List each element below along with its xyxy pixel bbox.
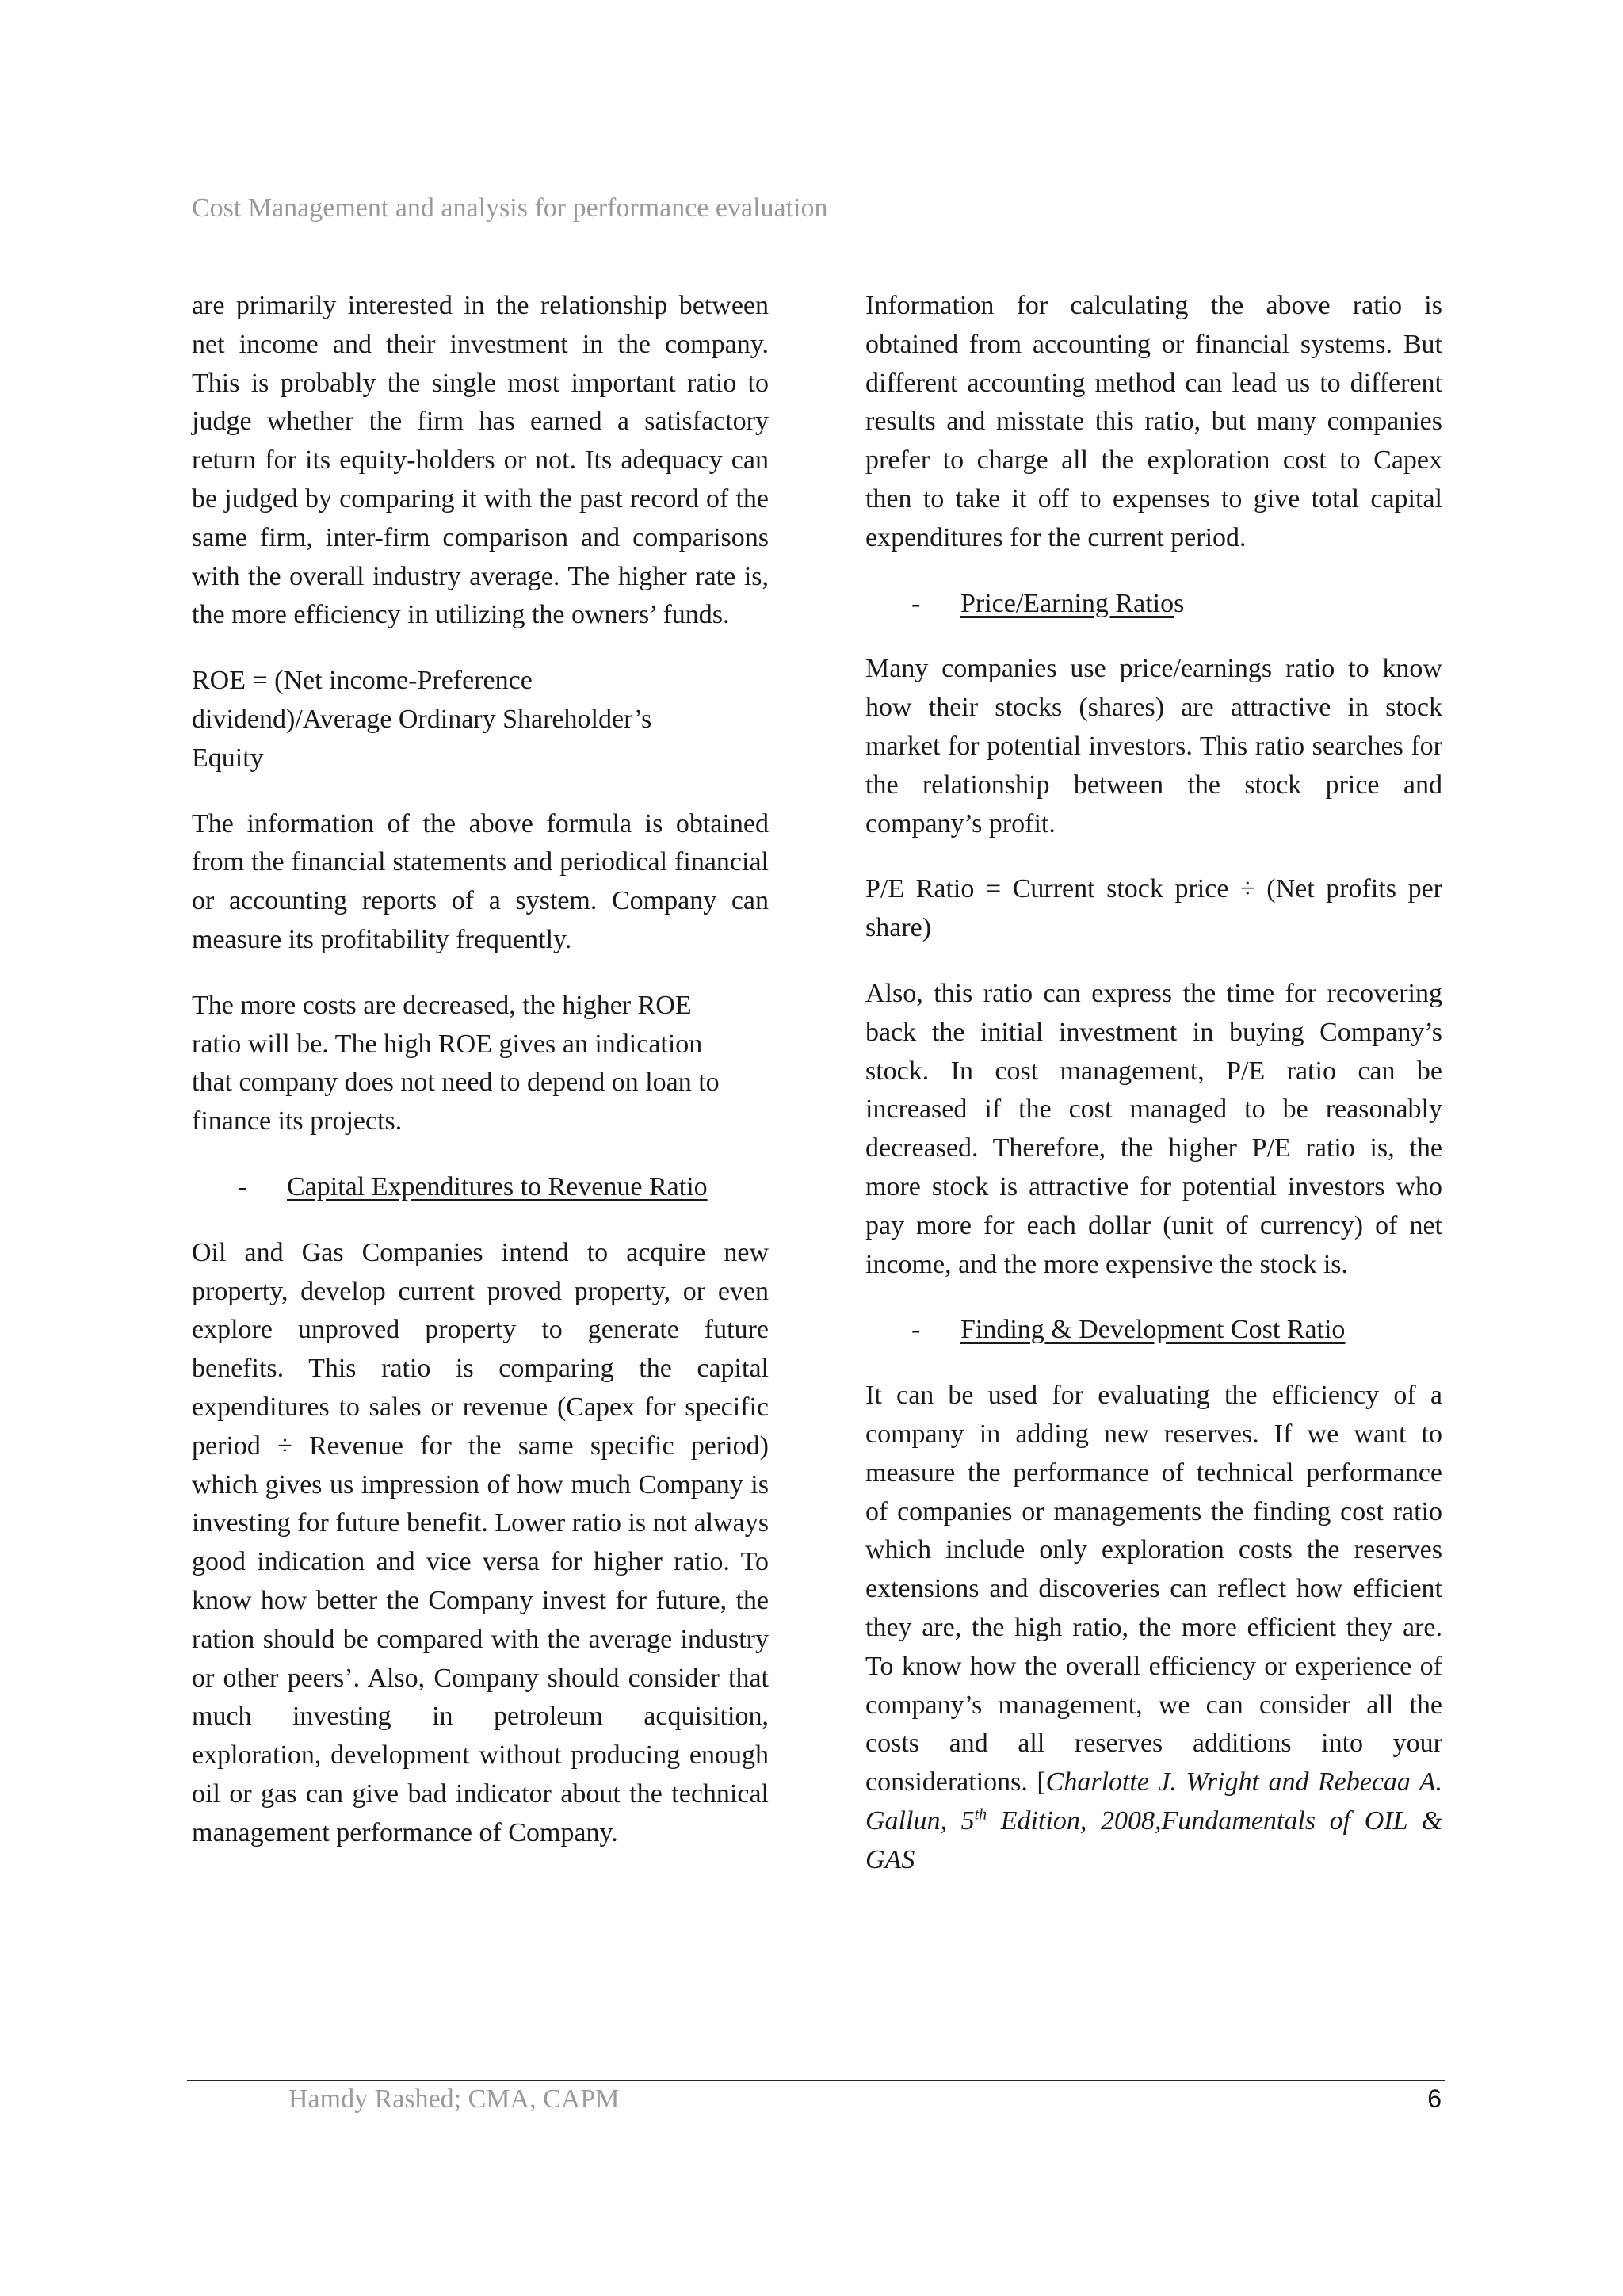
- paragraph-finding-cost: [865, 1377, 1442, 1879]
- footer-author: Hamdy Rashed; CMA, CAPM: [288, 2084, 620, 2114]
- paragraph-roe-intro: are primarily interested in the relationship between net income and their investment in the company. This is probably the single most important ratio to judge whether the firm has earned a satisfactory return for its equity-holders or not. Its adequacy can be judged by comparing it with the past record of the same firm, inter-firm comparison and comparisons with the overall industry average. The higher rate is, the more efficiency in utilizing the owners’ funds.: [192, 291, 769, 630]
- section-heading-pe: [865, 585, 1442, 624]
- section-heading-finding-cost: [865, 1311, 1442, 1350]
- section-heading-capex: [192, 1168, 769, 1207]
- paragraph-pe-intro: Many companies use price/earnings ratio to know how their stocks (shares) are attractive in stock market for potential investors. This ratio searches for the relationship between the stock price and company’s profit.: [865, 654, 1442, 839]
- bullet-dash: -: [238, 1171, 247, 1201]
- heading-text: Price/Earning Ratio: [960, 588, 1174, 618]
- citation-bracket: [: [1037, 1767, 1046, 1797]
- heading-text: Capital Expenditures to Revenue Ratio: [287, 1171, 708, 1201]
- paragraph-roe-costs: [192, 987, 769, 1141]
- text-line: ratio will be. The high ROE gives an indication: [192, 1029, 703, 1059]
- citation-authors: Charlotte J. Wright and Rebecaa A. Gallun, 5: [865, 1767, 1443, 1836]
- heading-text: Finding & Development Cost Ratio: [960, 1315, 1346, 1345]
- citation-title: Edition, 2008,Fundamentals of OIL & GAS: [865, 1805, 1442, 1874]
- page-number: 6: [1427, 2084, 1442, 2113]
- heading-text-tail: s: [1174, 588, 1185, 618]
- roe-formula-line: ROE = (Net income-Preference: [192, 666, 533, 696]
- paragraph-roe-source: The information of the above formula is obtained from the financial statements and periodical financial or accounting reports of a system. Company can measure its profitability frequently.: [192, 808, 769, 954]
- text-line: The more costs are decreased, the higher ROE: [192, 990, 692, 1020]
- paragraph-text: It can be used for evaluating the efficiency of a company in adding new reserves. If we want to measure the performance of technical performance of companies or managements the finding cost ratio which include only exploration costs the reserves extensions and discoveries can reflect how efficient they are, the high ratio, the more efficient they are. To know how the overall efficiency or experience of company’s management, we can consider all the costs and all reserves additions into your considerations.: [865, 1381, 1442, 1797]
- paragraph-capex: Oil and Gas Companies intend to acquire new property, develop current proved property, or even explore unproved property to generate future benefits. This ratio is comparing the capital expenditures to sales or revenue (Capex for specific period ÷ Revenue for the same specific period) which gives us impression of how much Company is investing for future benefit. Lower ratio is not always good indication and vice versa for higher ratio. To know how better the Company invest for future, the ration should be compared with the average industry or other peers’. Also, Company should consider that much investing in petroleum acquisition, exploration, development without producing enough oil or gas can give bad indicator about the technical management performance of Company.: [192, 1237, 769, 1847]
- paragraph-pe-details: Also, this ratio can express the time for recovering back the initial investment in buying Company’s stock. In cost management, P/E ratio can be increased if the cost managed to be reasonably decreased. Therefore, the higher P/E ratio is, the more stock is attractive for potential investors who pay more for each dollar (unit of currency) of net income, and the more expensive the stock is.: [865, 978, 1442, 1279]
- pe-formula: P/E Ratio = Current stock price ÷ (Net profits per share): [865, 874, 1442, 943]
- text-line: that company does not need to depend on loan to: [192, 1068, 720, 1098]
- citation-superscript: th: [974, 1805, 987, 1824]
- roe-formula-line: Equity: [192, 743, 264, 773]
- text-line: finance its projects.: [192, 1106, 403, 1137]
- right-column: [865, 287, 1442, 1906]
- running-header: Cost Management and analysis for performance evaluation: [192, 193, 828, 223]
- roe-formula-line: dividend)/Average Ordinary Shareholder’s: [192, 704, 652, 734]
- bullet-dash: -: [911, 588, 921, 618]
- paragraph-capex-info: Information for calculating the above ratio is obtained from accounting or financial systems. But different accounting method can lead us to different results and misstate this ratio, but many companies prefer to charge all the exploration cost to Capex then to take it off to expenses to give total capital expenditures for the current period.: [865, 291, 1442, 552]
- roe-formula: [192, 662, 769, 777]
- footer-divider: [187, 2080, 1445, 2081]
- bullet-dash: -: [911, 1315, 921, 1345]
- left-column: [192, 287, 769, 1879]
